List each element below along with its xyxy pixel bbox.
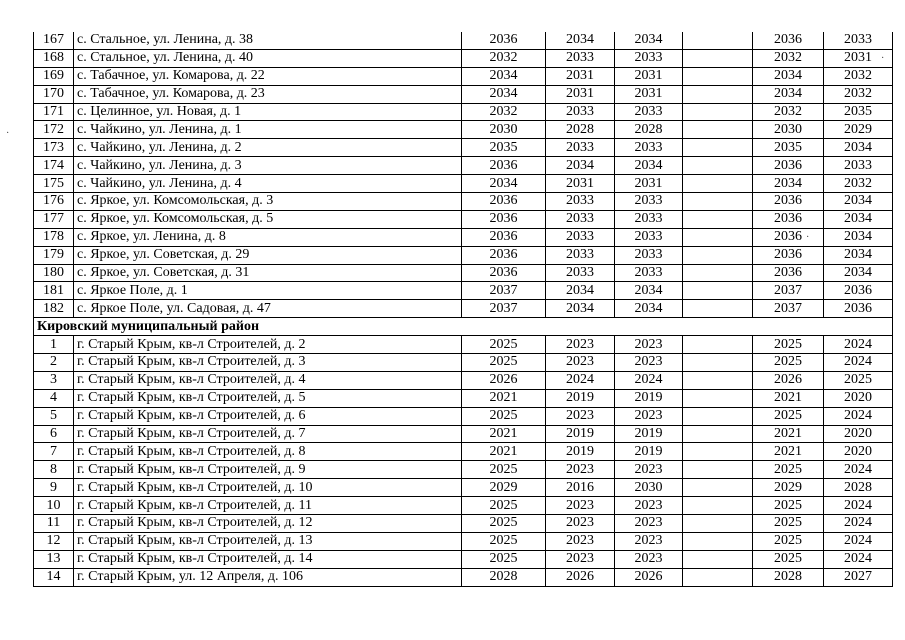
table-row — [34, 532, 893, 550]
year-cell-y6: 2034 — [824, 193, 893, 211]
margin-mark: · — [806, 232, 810, 243]
address-cell: г. Старый Крым, кв-л Строителей, д. 5 — [74, 389, 462, 407]
housing-schedule-table — [33, 32, 893, 587]
year-cell-y6: 2020 — [824, 443, 893, 461]
year-cell-y3: 2023 — [615, 497, 683, 515]
year-cell-y6: 2024 — [824, 532, 893, 550]
year-cell-y1: 2036 — [462, 228, 546, 246]
year-cell-y4 — [683, 461, 753, 479]
table-row — [34, 103, 893, 121]
year-cell-y2: 2019 — [546, 425, 615, 443]
table-row — [34, 515, 893, 533]
row-number-cell: 170 — [34, 85, 74, 103]
address-cell: г. Старый Крым, кв-л Строителей, д. 13 — [74, 532, 462, 550]
year-cell-y3: 2023 — [615, 336, 683, 354]
year-cell-y1: 2021 — [462, 389, 546, 407]
year-cell-y3: 2034 — [615, 157, 683, 175]
year-cell-y1: 2025 — [462, 354, 546, 372]
year-cell-y2: 2033 — [546, 264, 615, 282]
year-cell-y6: 2020 — [824, 425, 893, 443]
year-cell-y2: 2033 — [546, 103, 615, 121]
year-cell-y1: 2032 — [462, 49, 546, 67]
row-number-cell: 7 — [34, 443, 74, 461]
year-cell-y2: 2034 — [546, 32, 615, 49]
year-cell-y1: 2036 — [462, 32, 546, 49]
year-cell-y3: 2023 — [615, 354, 683, 372]
year-cell-y2: 2034 — [546, 282, 615, 300]
address-cell: с. Яркое, ул. Советская, д. 29 — [74, 246, 462, 264]
year-cell-y2: 2023 — [546, 550, 615, 568]
table-row — [34, 550, 893, 568]
year-cell-y5: 2036 — [753, 246, 824, 264]
year-cell-y2: 2033 — [546, 210, 615, 228]
address-cell: с. Чайкино, ул. Ленина, д. 2 — [74, 139, 462, 157]
year-cell-y3: 2033 — [615, 49, 683, 67]
year-cell-y1: 2028 — [462, 568, 546, 586]
year-cell-y3: 2033 — [615, 193, 683, 211]
address-cell: с. Яркое Поле, ул. Садовая, д. 47 — [74, 300, 462, 318]
year-cell-y4 — [683, 175, 753, 193]
address-cell: с. Яркое, ул. Комсомольская, д. 3 — [74, 193, 462, 211]
year-cell-y5: 2036 — [753, 264, 824, 282]
row-number-cell: 1 — [34, 336, 74, 354]
year-cell-y5: 2029 — [753, 479, 824, 497]
year-cell-y2: 2028 — [546, 121, 615, 139]
address-cell: с. Стальное, ул. Ленина, д. 38 — [74, 32, 462, 49]
year-cell-y4 — [683, 532, 753, 550]
year-cell-y3: 2023 — [615, 407, 683, 425]
year-cell-y1: 2036 — [462, 157, 546, 175]
year-cell-y2: 2023 — [546, 532, 615, 550]
year-cell-y4 — [683, 121, 753, 139]
year-cell-y2: 2033 — [546, 49, 615, 67]
year-cell-y3: 2023 — [615, 461, 683, 479]
year-cell-y2: 2033 — [546, 246, 615, 264]
year-cell-y2: 2024 — [546, 371, 615, 389]
row-number-cell: 177 — [34, 210, 74, 228]
year-cell-y6: 2028 — [824, 479, 893, 497]
year-cell-y2: 2019 — [546, 443, 615, 461]
year-cell-y3: 2023 — [615, 515, 683, 533]
year-cell-y5: 2025 — [753, 354, 824, 372]
year-cell-y1: 2032 — [462, 103, 546, 121]
year-cell-y2: 2023 — [546, 461, 615, 479]
table-row — [34, 264, 893, 282]
year-cell-y4 — [683, 354, 753, 372]
row-number-cell: 181 — [34, 282, 74, 300]
year-cell-y2: 2023 — [546, 497, 615, 515]
year-cell-y4 — [683, 300, 753, 318]
year-cell-y5: 2025 — [753, 515, 824, 533]
year-cell-y6: 2035 — [824, 103, 893, 121]
year-cell-y6: 2027 — [824, 568, 893, 586]
year-cell-y5: 2025 — [753, 407, 824, 425]
table-row — [34, 157, 893, 175]
margin-mark: · — [881, 53, 885, 64]
row-number-cell: 14 — [34, 568, 74, 586]
year-cell-y5: 2036 — [753, 157, 824, 175]
address-cell: г. Старый Крым, кв-л Строителей, д. 9 — [74, 461, 462, 479]
year-cell-y4 — [683, 371, 753, 389]
table-row — [34, 479, 893, 497]
year-cell-y5: 2036 — [753, 193, 824, 211]
address-cell: г. Старый Крым, кв-л Строителей, д. 6 — [74, 407, 462, 425]
address-cell: с. Яркое Поле, д. 1 — [74, 282, 462, 300]
year-cell-y6: 2036 — [824, 300, 893, 318]
row-number-cell: 180 — [34, 264, 74, 282]
year-cell-y3: 2034 — [615, 282, 683, 300]
year-cell-y6: 2032 — [824, 85, 893, 103]
year-cell-y1: 2021 — [462, 425, 546, 443]
year-cell-y6: 2024 — [824, 407, 893, 425]
year-cell-y5: 2037 — [753, 300, 824, 318]
year-cell-y6: 2034 — [824, 228, 893, 246]
year-cell-y3: 2023 — [615, 532, 683, 550]
year-cell-y4 — [683, 32, 753, 49]
year-cell-y4 — [683, 282, 753, 300]
year-cell-y5: 2035 — [753, 139, 824, 157]
table-row — [34, 210, 893, 228]
year-cell-y1: 2034 — [462, 175, 546, 193]
year-cell-y1: 2025 — [462, 550, 546, 568]
address-cell: г. Старый Крым, кв-л Строителей, д. 4 — [74, 371, 462, 389]
year-cell-y3: 2033 — [615, 139, 683, 157]
year-cell-y3: 2031 — [615, 175, 683, 193]
year-cell-y6: 2034 — [824, 139, 893, 157]
row-number-cell: 10 — [34, 497, 74, 515]
year-cell-y4 — [683, 210, 753, 228]
year-cell-y6: 2032 — [824, 67, 893, 85]
address-cell: с. Стальное, ул. Ленина, д. 40 — [74, 49, 462, 67]
year-cell-y6: 2024 — [824, 550, 893, 568]
year-cell-y1: 2025 — [462, 407, 546, 425]
year-cell-y6: 2033 — [824, 157, 893, 175]
table-row — [34, 49, 893, 67]
table-row — [34, 336, 893, 354]
year-cell-y4 — [683, 85, 753, 103]
year-cell-y1: 2037 — [462, 282, 546, 300]
year-cell-y1: 2025 — [462, 461, 546, 479]
address-cell: г. Старый Крым, кв-л Строителей, д. 2 — [74, 336, 462, 354]
year-cell-y4 — [683, 139, 753, 157]
year-cell-y4 — [683, 550, 753, 568]
table-row — [34, 443, 893, 461]
year-cell-y6: 2034 — [824, 210, 893, 228]
year-cell-y4 — [683, 568, 753, 586]
year-cell-y2: 2034 — [546, 157, 615, 175]
year-cell-y5: 2030 — [753, 121, 824, 139]
table-row — [34, 282, 893, 300]
year-cell-y3: 2033 — [615, 246, 683, 264]
year-cell-y2: 2016 — [546, 479, 615, 497]
year-cell-y5: 2026 — [753, 371, 824, 389]
year-cell-y4 — [683, 264, 753, 282]
year-cell-y3: 2024 — [615, 371, 683, 389]
year-cell-y3: 2026 — [615, 568, 683, 586]
address-cell: с. Целинное, ул. Новая, д. 1 — [74, 103, 462, 121]
year-cell-y5: 2034 — [753, 85, 824, 103]
row-number-cell: 6 — [34, 425, 74, 443]
year-cell-y2: 2023 — [546, 407, 615, 425]
table-row — [34, 121, 893, 139]
row-number-cell: 8 — [34, 461, 74, 479]
table-body — [34, 32, 893, 586]
year-cell-y2: 2031 — [546, 175, 615, 193]
table-row — [34, 300, 893, 318]
year-cell-y3: 2033 — [615, 210, 683, 228]
table-row — [34, 85, 893, 103]
address-cell: с. Яркое, ул. Ленина, д. 8 — [74, 228, 462, 246]
year-cell-y4 — [683, 157, 753, 175]
year-cell-y3: 2031 — [615, 85, 683, 103]
address-cell: г. Старый Крым, кв-л Строителей, д. 14 — [74, 550, 462, 568]
year-cell-y5: 2025 — [753, 461, 824, 479]
year-cell-y2: 2031 — [546, 67, 615, 85]
year-cell-y1: 2029 — [462, 479, 546, 497]
year-cell-y1: 2026 — [462, 371, 546, 389]
year-cell-y4 — [683, 515, 753, 533]
year-cell-y5: 2037 — [753, 282, 824, 300]
year-cell-y5: 2025 — [753, 532, 824, 550]
section-title: Кировский муниципальный район — [34, 318, 893, 336]
year-cell-y1: 2025 — [462, 532, 546, 550]
address-cell: с. Яркое, ул. Комсомольская, д. 5 — [74, 210, 462, 228]
row-number-cell: 11 — [34, 515, 74, 533]
row-number-cell: 9 — [34, 479, 74, 497]
row-number-cell: 178 — [34, 228, 74, 246]
year-cell-y3: 2034 — [615, 32, 683, 49]
address-cell: г. Старый Крым, ул. 12 Апреля, д. 106 — [74, 568, 462, 586]
year-cell-y6: 2033 — [824, 32, 893, 49]
year-cell-y6: 2029 — [824, 121, 893, 139]
year-cell-y2: 2031 — [546, 85, 615, 103]
table-row — [34, 246, 893, 264]
year-cell-y2: 2033 — [546, 228, 615, 246]
row-number-cell: 179 — [34, 246, 74, 264]
year-cell-y3: 2030 — [615, 479, 683, 497]
table-row — [34, 497, 893, 515]
year-cell-y1: 2025 — [462, 497, 546, 515]
year-cell-y4 — [683, 479, 753, 497]
year-cell-y4 — [683, 193, 753, 211]
row-number-cell: 12 — [34, 532, 74, 550]
year-cell-y5: 2021 — [753, 389, 824, 407]
year-cell-y3: 2019 — [615, 443, 683, 461]
row-number-cell: 173 — [34, 139, 74, 157]
table-row — [34, 371, 893, 389]
year-cell-y6: 2024 — [824, 497, 893, 515]
year-cell-y5: 2025 — [753, 336, 824, 354]
year-cell-y1: 2036 — [462, 264, 546, 282]
row-number-cell: 176 — [34, 193, 74, 211]
year-cell-y2: 2033 — [546, 193, 615, 211]
address-cell: г. Старый Крым, кв-л Строителей, д. 10 — [74, 479, 462, 497]
year-cell-y5: 2025 — [753, 497, 824, 515]
year-cell-y5: 2036 — [753, 210, 824, 228]
address-cell: г. Старый Крым, кв-л Строителей, д. 7 — [74, 425, 462, 443]
year-cell-y5: 2032 — [753, 49, 824, 67]
row-number-cell: 171 — [34, 103, 74, 121]
year-cell-y4 — [683, 389, 753, 407]
row-number-cell: 169 — [34, 67, 74, 85]
table-row — [34, 67, 893, 85]
year-cell-y6: 2024 — [824, 461, 893, 479]
year-cell-y1: 2021 — [462, 443, 546, 461]
year-cell-y4 — [683, 443, 753, 461]
year-cell-y1: 2030 — [462, 121, 546, 139]
row-number-cell: 5 — [34, 407, 74, 425]
year-cell-y4 — [683, 49, 753, 67]
year-cell-y4 — [683, 425, 753, 443]
year-cell-y5: 2021 — [753, 425, 824, 443]
year-cell-y6: 2020 — [824, 389, 893, 407]
year-cell-y6: 2025 — [824, 371, 893, 389]
address-cell: с. Табачное, ул. Комарова, д. 23 — [74, 85, 462, 103]
year-cell-y4 — [683, 103, 753, 121]
year-cell-y2: 2023 — [546, 354, 615, 372]
year-cell-y3: 2031 — [615, 67, 683, 85]
year-cell-y3: 2034 — [615, 300, 683, 318]
year-cell-y2: 2034 — [546, 300, 615, 318]
margin-mark: · — [6, 128, 10, 139]
table-row — [34, 461, 893, 479]
table-row — [34, 568, 893, 586]
year-cell-y1: 2035 — [462, 139, 546, 157]
address-cell: г. Старый Крым, кв-л Строителей, д. 12 — [74, 515, 462, 533]
row-number-cell: 13 — [34, 550, 74, 568]
year-cell-y3: 2033 — [615, 228, 683, 246]
year-cell-y6: 2036 — [824, 282, 893, 300]
address-cell: с. Чайкино, ул. Ленина, д. 1 — [74, 121, 462, 139]
row-number-cell: 172 — [34, 121, 74, 139]
year-cell-y5: 2036 — [753, 228, 824, 246]
year-cell-y3: 2033 — [615, 103, 683, 121]
table-row — [34, 193, 893, 211]
year-cell-y6: 2024 — [824, 336, 893, 354]
year-cell-y6: 2024 — [824, 515, 893, 533]
row-number-cell: 174 — [34, 157, 74, 175]
year-cell-y2: 2026 — [546, 568, 615, 586]
table-row — [34, 354, 893, 372]
year-cell-y3: 2019 — [615, 425, 683, 443]
year-cell-y4 — [683, 228, 753, 246]
year-cell-y6: 2031 — [824, 49, 893, 67]
year-cell-y6: 2032 — [824, 175, 893, 193]
row-number-cell: 168 — [34, 49, 74, 67]
year-cell-y4 — [683, 246, 753, 264]
table-row — [34, 389, 893, 407]
year-cell-y3: 2033 — [615, 264, 683, 282]
year-cell-y5: 2025 — [753, 550, 824, 568]
row-number-cell: 167 — [34, 32, 74, 49]
table-row — [34, 32, 893, 49]
address-cell: г. Старый Крым, кв-л Строителей, д. 8 — [74, 443, 462, 461]
year-cell-y5: 2021 — [753, 443, 824, 461]
year-cell-y3: 2019 — [615, 389, 683, 407]
year-cell-y1: 2036 — [462, 193, 546, 211]
row-number-cell: 175 — [34, 175, 74, 193]
year-cell-y6: 2024 — [824, 354, 893, 372]
year-cell-y4 — [683, 497, 753, 515]
year-cell-y5: 2034 — [753, 175, 824, 193]
year-cell-y1: 2025 — [462, 336, 546, 354]
year-cell-y1: 2034 — [462, 67, 546, 85]
year-cell-y5: 2028 — [753, 568, 824, 586]
year-cell-y4 — [683, 67, 753, 85]
year-cell-y1: 2025 — [462, 515, 546, 533]
address-cell: г. Старый Крым, кв-л Строителей, д. 11 — [74, 497, 462, 515]
table-row — [34, 407, 893, 425]
year-cell-y1: 2034 — [462, 85, 546, 103]
address-cell: с. Яркое, ул. Советская, д. 31 — [74, 264, 462, 282]
address-cell: с. Чайкино, ул. Ленина, д. 3 — [74, 157, 462, 175]
table-row — [34, 228, 893, 246]
year-cell-y3: 2023 — [615, 550, 683, 568]
year-cell-y1: 2036 — [462, 210, 546, 228]
year-cell-y6: 2034 — [824, 264, 893, 282]
section-header-row — [34, 318, 893, 336]
year-cell-y5: 2034 — [753, 67, 824, 85]
year-cell-y2: 2019 — [546, 389, 615, 407]
year-cell-y6: 2034 — [824, 246, 893, 264]
table-row — [34, 175, 893, 193]
row-number-cell: 2 — [34, 354, 74, 372]
row-number-cell: 182 — [34, 300, 74, 318]
year-cell-y1: 2037 — [462, 300, 546, 318]
year-cell-y2: 2023 — [546, 336, 615, 354]
year-cell-y2: 2033 — [546, 139, 615, 157]
year-cell-y4 — [683, 407, 753, 425]
year-cell-y1: 2036 — [462, 246, 546, 264]
address-cell: с. Чайкино, ул. Ленина, д. 4 — [74, 175, 462, 193]
row-number-cell: 3 — [34, 371, 74, 389]
year-cell-y3: 2028 — [615, 121, 683, 139]
address-cell: с. Табачное, ул. Комарова, д. 22 — [74, 67, 462, 85]
table-row — [34, 139, 893, 157]
table-row — [34, 425, 893, 443]
row-number-cell: 4 — [34, 389, 74, 407]
year-cell-y5: 2032 — [753, 103, 824, 121]
year-cell-y4 — [683, 336, 753, 354]
year-cell-y2: 2023 — [546, 515, 615, 533]
year-cell-y5: 2036 — [753, 32, 824, 49]
address-cell: г. Старый Крым, кв-л Строителей, д. 3 — [74, 354, 462, 372]
